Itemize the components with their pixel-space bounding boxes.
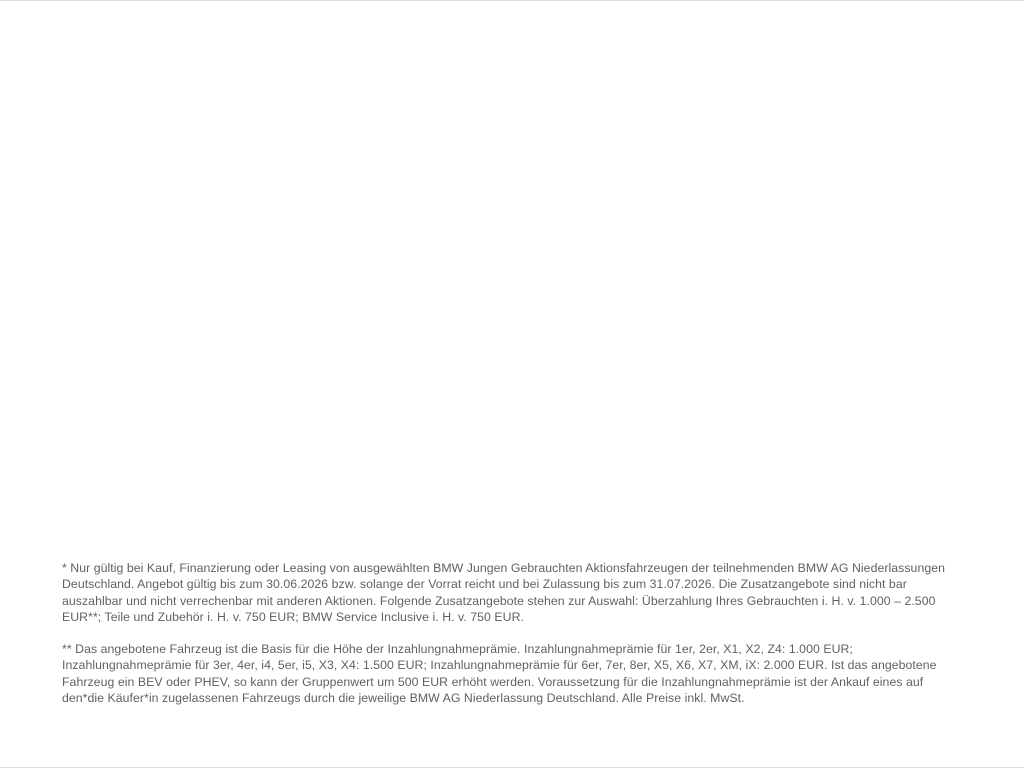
legal-footnote-single-asterisk: * Nur gültig bei Kauf, Finanzierung oder Leasing von ausgewählten BMW Jungen Gebrauchten Aktionsfahrzeugen der teilnehmenden BMW AG Niederlassungen Deutschland. Angebot gültig bis zum 30.06.2026 bzw. solange der Vorrat reicht und bei Zulassung bis zum 31.07.2026. Die Zusatzangebote sind nicht bar auszahlbar und nicht verrechenbar mit anderen Aktionen. Folgende Zusatzangebote stehen zur Auswahl: Überzahlung Ihres Gebrauchten i. H. v. 1.000 – 2.500 EUR**; Teile und Zubehör i. H. v. 750 EUR; BMW Service Inclusive i. H. v. 750 EUR. (62, 561, 946, 624)
page-top-divider (0, 0, 1024, 1)
legal-footnote-double-asterisk: ** Das angebotene Fahrzeug ist die Basis für die Höhe der Inzahlungnahmeprämie. Inzahlungnahmeprämie für 1er, 2er, X1, X2, Z4: 1.000 EUR; Inzahlungnahmeprämie für 3er, 4er, i4, 5er, i5, X3, X4: 1.500 EUR; Inzahlungnahmeprämie für 6er, 7er, 8er, X5, X6, X7, XM, iX: 2.000 EUR. Ist das angebotene Fahrzeug ein BEV oder PHEV, so kann der Gruppenwert um 500 EUR erhöht werden. Voraussetzung für die Inzahlungnahmeprämie ist der Ankauf eines auf den*die Käufer*in zugelassenen Fahrzeugs durch die jeweilige BMW AG Niederlassung Deutschland. Alle Preise inkl. MwSt. (62, 642, 937, 706)
legal-disclaimer-block (62, 560, 962, 706)
